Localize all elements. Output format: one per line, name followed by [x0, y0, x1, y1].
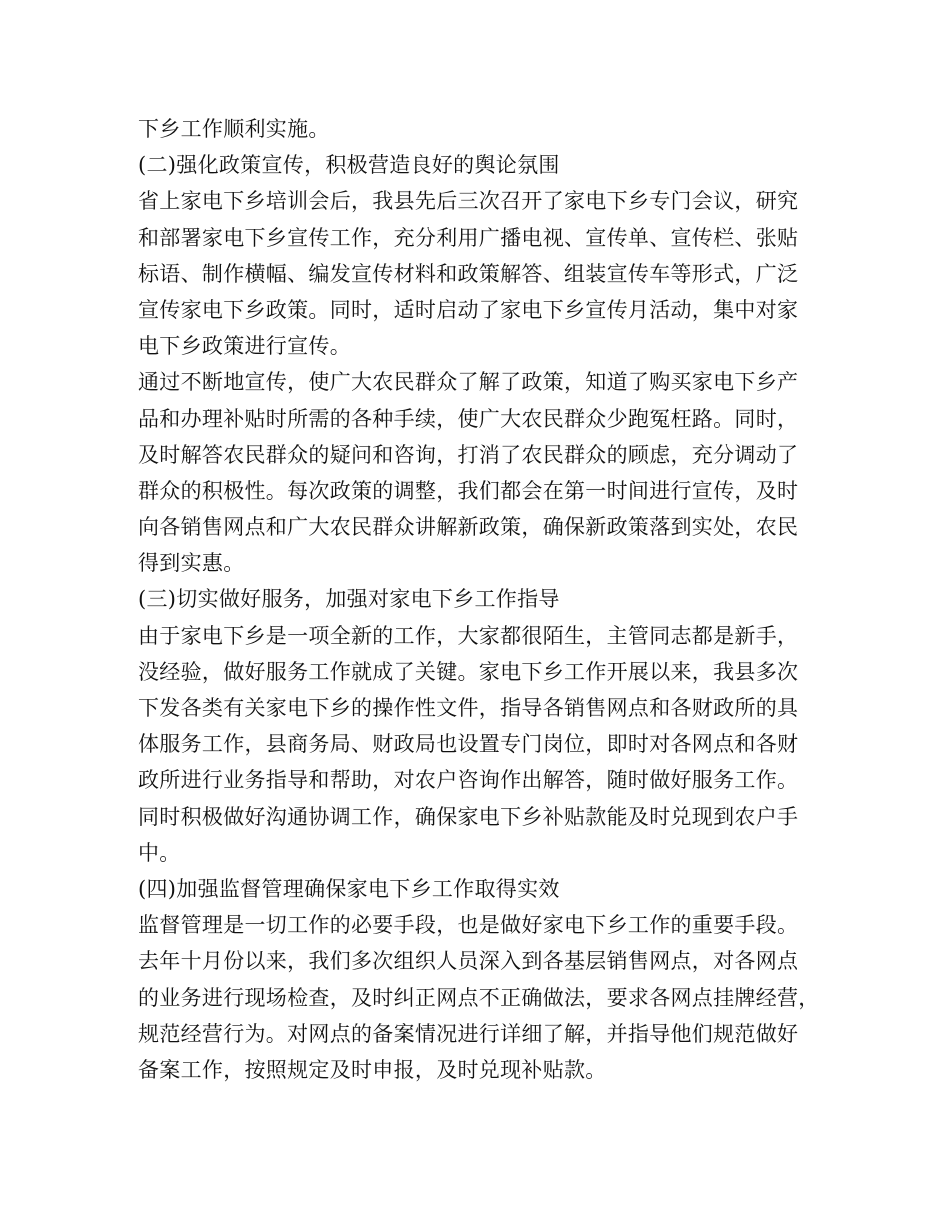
section-heading-2: (二)强化政策宣传，积极营造良好的舆论氛围: [138, 153, 560, 178]
paragraph-line: 体服务工作，县商务局、财政局也设置专门岗位，即时对各网点和各财: [138, 732, 799, 757]
paragraph-line: 标语、制作横幅、编发宣传材料和政策解答、组装宣传车等形式，广泛: [138, 261, 799, 286]
paragraph-line: 宣传家电下乡政策。同时，适时启动了家电下乡宣传月活动，集中对家: [138, 297, 799, 322]
paragraph-line: 群众的积极性。每次政策的调整，我们都会在第一时间进行宣传，及时: [138, 478, 799, 503]
paragraph-line: 政所进行业务指导和帮助，对农户咨询作出解答，随时做好服务工作。: [138, 768, 799, 793]
paragraph-line: 通过不断地宣传，使广大农民群众了解了政策，知道了购买家电下乡产: [138, 370, 799, 395]
paragraph-line: 监督管理是一切工作的必要手段，也是做好家电下乡工作的重要手段。: [138, 913, 799, 938]
paragraph-line: 品和办理补贴时所需的各种手续，使广大农民群众少跑冤枉路。同时，: [138, 406, 799, 431]
paragraph-line: 没经验，做好服务工作就成了关键。家电下乡工作开展以来，我县多次: [138, 659, 799, 684]
paragraph-line: 省上家电下乡培训会后，我县先后三次召开了家电下乡专门会议，研究: [138, 189, 799, 214]
paragraph-line: 下乡工作顺利实施。: [138, 117, 330, 141]
paragraph-line: 规范经营行为。对网点的备案情况进行详细了解，并指导他们规范做好: [138, 1021, 799, 1046]
paragraph-line: 得到实惠。: [138, 551, 245, 576]
paragraph-line: 去年十月份以来，我们多次组织人员深入到各基层销售网点，对各网点: [138, 949, 799, 974]
paragraph-line: 备案工作，按照规定及时申报，及时兑现补贴款。: [138, 1057, 607, 1082]
paragraph-line: 的业务进行现场检查，及时纠正网点不正确做法，要求各网点挂牌经营，: [138, 985, 820, 1010]
paragraph-line: 中。: [138, 840, 181, 865]
paragraph-line: 同时积极做好沟通协调工作，确保家电下乡补贴款能及时兑现到农户手: [138, 804, 799, 829]
paragraph-line: 电下乡政策进行宣传。: [138, 334, 351, 359]
paragraph-line: 向各销售网点和广大农民群众讲解新政策，确保新政策落到实处，农民: [138, 515, 799, 540]
section-heading-3: (三)切实做好服务，加强对家电下乡工作指导: [138, 587, 560, 612]
document-body: [138, 111, 828, 1088]
paragraph-line: 下发各类有关家电下乡的操作性文件，指导各销售网点和各财政所的具: [138, 696, 799, 720]
paragraph-line: 由于家电下乡是一项全新的工作，大家都很陌生，主管同志都是新手，: [138, 623, 799, 648]
section-heading-4: (四)加强监督管理确保家电下乡工作取得实效: [138, 876, 560, 901]
paragraph-line: 及时解答农民群众的疑问和咨询，打消了农民群众的顾虑，充分调动了: [138, 442, 799, 467]
paragraph-line: 和部署家电下乡宣传工作，充分利用广播电视、宣传单、宣传栏、张贴: [138, 225, 799, 250]
